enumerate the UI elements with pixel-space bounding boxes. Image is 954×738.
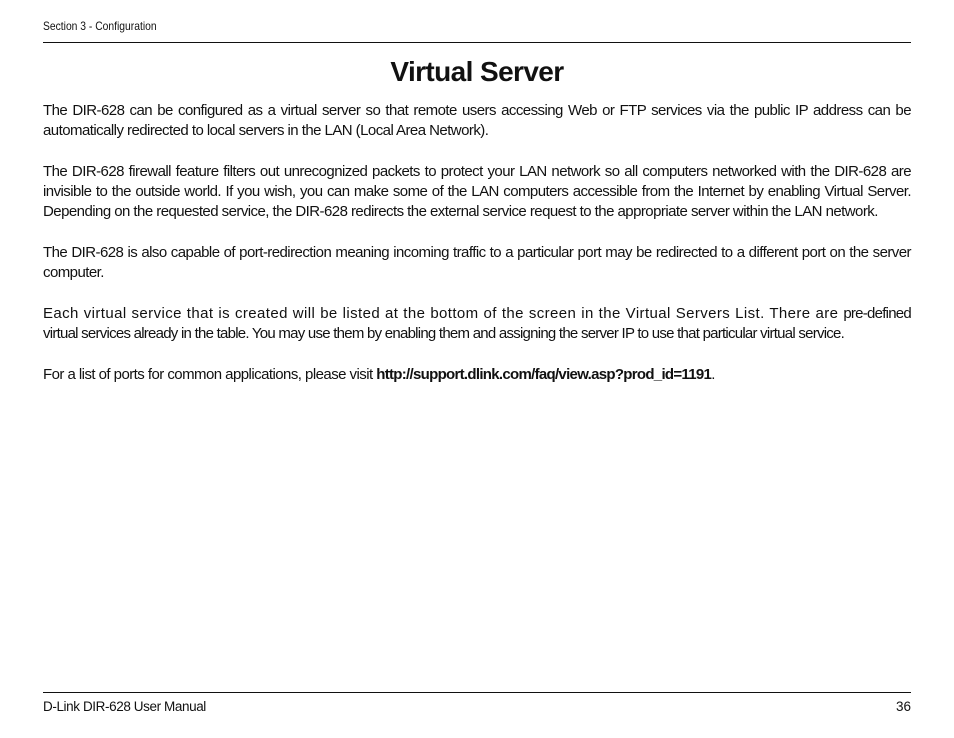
footer-divider	[43, 692, 911, 693]
paragraph-virtual-services-line1: Each virtual service that is created will be listed at the bottom of the screen in the Virtual Servers List. There are	[43, 304, 839, 322]
support-link[interactable]: http://support.dlink.com/faq/view.asp?prod_id=1191	[376, 365, 712, 383]
footer-manual-title: D-Link DIR-628 User Manual	[43, 699, 206, 714]
page-number: 36	[895, 699, 911, 714]
paragraph-firewall: The DIR-628 firewall feature filters out unrecognized packets to protect your LAN network so all computers networked with the DIR-628 are invisible to the outside world. If you wish, you can make some of the LAN computers accessible from the Internet by enabling Virtual Server. Depending on the requested service, the DIR-628 redirects the external service request to the appropriate server within the LAN network.	[43, 162, 911, 221]
paragraph-intro: The DIR-628 can be configured as a virtual server so that remote users accessing Web or FTP services via the public IP address can be automatically redirected to local servers in the LAN (Local Area Network).	[43, 102, 911, 140]
paragraph-virtual-services	[43, 304, 911, 345]
paragraph-virtual-services-rest: pre-defined virtual services already in the table. You may use them by enabling them and assigning the server IP to use that particular virtual service.	[43, 304, 911, 343]
paragraph-port-redirection: The DIR-628 is also capable of port-redirection meaning incoming traffic to a particular port may be redirected to a different port on the server computer.	[43, 244, 911, 282]
ports-link-suffix: .	[711, 365, 715, 383]
paragraph-ports-link	[43, 365, 911, 385]
page-title: Virtual Server	[390, 56, 564, 87]
ports-link-prefix: For a list of ports for common applications, please visit	[43, 365, 377, 383]
header-divider	[43, 42, 911, 43]
body-content	[43, 101, 911, 405]
section-header: Section 3 - Configuration	[43, 19, 157, 33]
